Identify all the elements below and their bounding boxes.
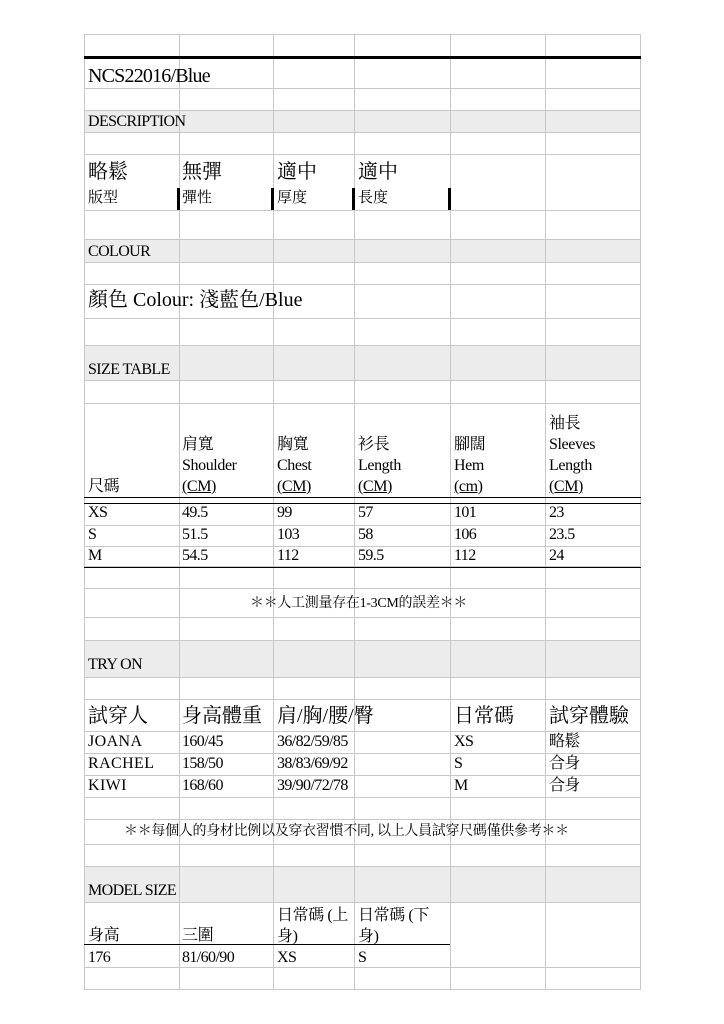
grid-col-line: [273, 34, 274, 990]
grid-row-line: [84, 844, 641, 845]
description-label: 厚度: [277, 190, 308, 206]
grid-col-line: [84, 34, 85, 990]
description-divider: [177, 188, 180, 210]
try-on-cell: 略鬆: [549, 733, 580, 750]
model-cell: XS: [277, 949, 297, 966]
header-line: Shoulder: [182, 457, 237, 474]
header-line: 腳闊: [454, 436, 486, 453]
model-cell: 81/60/90: [182, 949, 235, 966]
size-header-chest: [277, 434, 311, 497]
header-line: 衫長: [358, 436, 390, 453]
try-on-cell: 38/83/69/92: [277, 755, 348, 772]
try-on-header: 肩/胸/腰/臀: [277, 705, 374, 727]
model-header-top-size: [277, 905, 348, 947]
grid-row-line: [84, 731, 641, 732]
grid-row-line: [84, 819, 641, 820]
try-on-cell: 158/50: [182, 755, 223, 772]
size-cell: 106: [454, 526, 477, 543]
section-title-description: DESCRIPTION: [88, 113, 186, 130]
header-line: 日常碼 (上: [277, 907, 348, 924]
try-on-cell: 168/60: [182, 777, 223, 794]
try-on-cell: 39/90/72/78: [277, 777, 348, 794]
grid-col-line: [640, 34, 641, 990]
section-title-size-table: SIZE TABLE: [88, 361, 170, 378]
grid-row-line: [84, 403, 641, 404]
grid-row-line: [84, 345, 641, 346]
section-title-colour: COLOUR: [88, 243, 151, 260]
grid-row-line: [84, 902, 641, 903]
try-on-cell: S: [454, 755, 463, 772]
grid-row-line: [84, 677, 641, 678]
colour-line: 顏色 Colour: 淺藍色/Blue: [88, 289, 303, 311]
header-line: (CM): [182, 478, 216, 495]
header-line: Length: [549, 457, 592, 474]
model-header-measurements: [182, 925, 213, 946]
header-line: 三圍: [182, 927, 214, 944]
try-on-band: [84, 640, 641, 677]
description-divider: [271, 188, 274, 210]
try-on-cell: 合身: [549, 777, 580, 794]
grid-row-line: [84, 262, 641, 263]
grid-row-line: [84, 640, 641, 641]
grid-row-line: [84, 88, 641, 89]
size-cell: 59.5: [358, 547, 384, 564]
try-on-note: ＊＊每個人的身材比例以及穿衣習慣不同, 以上人員試穿尺碼僅供參考＊＊: [124, 824, 569, 839]
size-cell: 112: [277, 547, 299, 564]
grid-col-line: [450, 34, 451, 990]
try-on-cell: M: [454, 777, 468, 794]
colour-band: [84, 239, 641, 262]
header-line: 身): [358, 928, 379, 945]
description-label: 版型: [88, 190, 119, 206]
header-line: 尺碼: [88, 478, 120, 495]
size-cell: XS: [88, 504, 108, 521]
size-table-bottom-rule: [84, 567, 641, 568]
title-top-rule: [84, 56, 641, 59]
size-cell: 51.5: [182, 526, 208, 543]
grid-row-line: [84, 110, 641, 111]
header-line: 日常碼 (下: [358, 907, 429, 924]
header-line: Sleeves: [549, 436, 596, 453]
try-on-cell: 36/82/59/85: [277, 733, 348, 750]
description-value: 無彈: [182, 161, 222, 183]
grid-row-line: [84, 617, 641, 618]
grid-row-line: [84, 797, 641, 798]
try-on-cell: 160/45: [182, 733, 223, 750]
section-title-try-on: TRY ON: [88, 656, 143, 673]
description-divider: [352, 188, 355, 210]
model-cell: S: [358, 949, 367, 966]
description-value: 略鬆: [88, 161, 128, 183]
size-cell: 24: [549, 547, 564, 564]
header-line: (CM): [277, 478, 311, 495]
size-cell: 99: [277, 504, 292, 521]
size-header-size: [88, 476, 119, 497]
grid-row-line: [84, 989, 641, 990]
description-value: 適中: [277, 161, 317, 183]
size-cell: S: [88, 526, 97, 543]
size-cell: 112: [454, 547, 476, 564]
try-on-header: 試穿體驗: [549, 705, 629, 727]
grid-row-line: [84, 284, 641, 285]
header-line: Hem: [454, 457, 484, 474]
try-on-header: 身高體重: [182, 705, 262, 727]
header-line: 肩寬: [182, 436, 214, 453]
grid-row-line: [84, 132, 641, 133]
try-on-cell: 合身: [549, 755, 580, 772]
description-divider: [448, 188, 451, 210]
grid-col-line: [179, 34, 180, 990]
grid-row-line: [84, 34, 641, 35]
grid-row-line: [84, 753, 641, 754]
grid-col-line: [354, 34, 355, 990]
size-cell: 103: [277, 526, 300, 543]
grid-row-line: [84, 775, 641, 776]
grid-row-line: [84, 210, 641, 211]
grid-row-line: [84, 154, 641, 155]
size-header-shoulder: [182, 434, 237, 497]
header-line: (CM): [358, 478, 392, 495]
size-cell: 101: [454, 504, 477, 521]
header-line: Length: [358, 457, 401, 474]
size-cell: 58: [358, 526, 373, 543]
try-on-cell: XS: [454, 733, 474, 750]
size-header-length: [358, 434, 401, 497]
size-cell: 57: [358, 504, 373, 521]
try-on-header: 日常碼: [454, 705, 514, 727]
header-line: 身): [277, 928, 298, 945]
description-label: 彈性: [182, 190, 213, 206]
description-value: 適中: [358, 161, 398, 183]
size-header-double-rule: [84, 497, 641, 504]
size-cell: M: [88, 547, 102, 564]
model-header-bottom-size: [358, 905, 429, 947]
grid-row-line: [84, 380, 641, 381]
size-table-note: ＊＊人工測量存在1-3CM的誤差＊＊: [250, 596, 468, 611]
grid-col-line: [545, 34, 546, 990]
model-header-height: [88, 925, 119, 946]
header-line: (CM): [549, 478, 583, 495]
grid-row-line: [84, 318, 641, 319]
size-cell: 49.5: [182, 504, 208, 521]
header-line: 身高: [88, 927, 120, 944]
product-code: NCS22016/Blue: [88, 65, 210, 87]
size-header-sleeves: [549, 413, 595, 497]
grid-row-line: [84, 699, 641, 700]
grid-row-line: [84, 866, 641, 867]
size-cell: 54.5: [182, 547, 208, 564]
header-line: (cm): [454, 478, 483, 495]
model-cell: 176: [88, 949, 111, 966]
try-on-cell: RACHEL: [88, 755, 155, 772]
header-line: 袖長: [549, 415, 581, 432]
grid-row-line: [84, 239, 641, 240]
grid-row-line: [84, 967, 641, 968]
try-on-header: 試穿人: [88, 705, 148, 727]
try-on-cell: JOANA: [88, 733, 143, 750]
size-header-hem: [454, 434, 485, 497]
header-line: 胸寬: [277, 436, 309, 453]
description-label: 長度: [358, 190, 389, 206]
size-cell: 23: [549, 504, 564, 521]
size-cell: 23.5: [549, 526, 575, 543]
header-line: Chest: [277, 457, 312, 474]
try-on-cell: KIWI: [88, 777, 127, 794]
grid-row-line: [84, 588, 641, 589]
section-title-model-size: MODEL SIZE: [88, 882, 177, 899]
